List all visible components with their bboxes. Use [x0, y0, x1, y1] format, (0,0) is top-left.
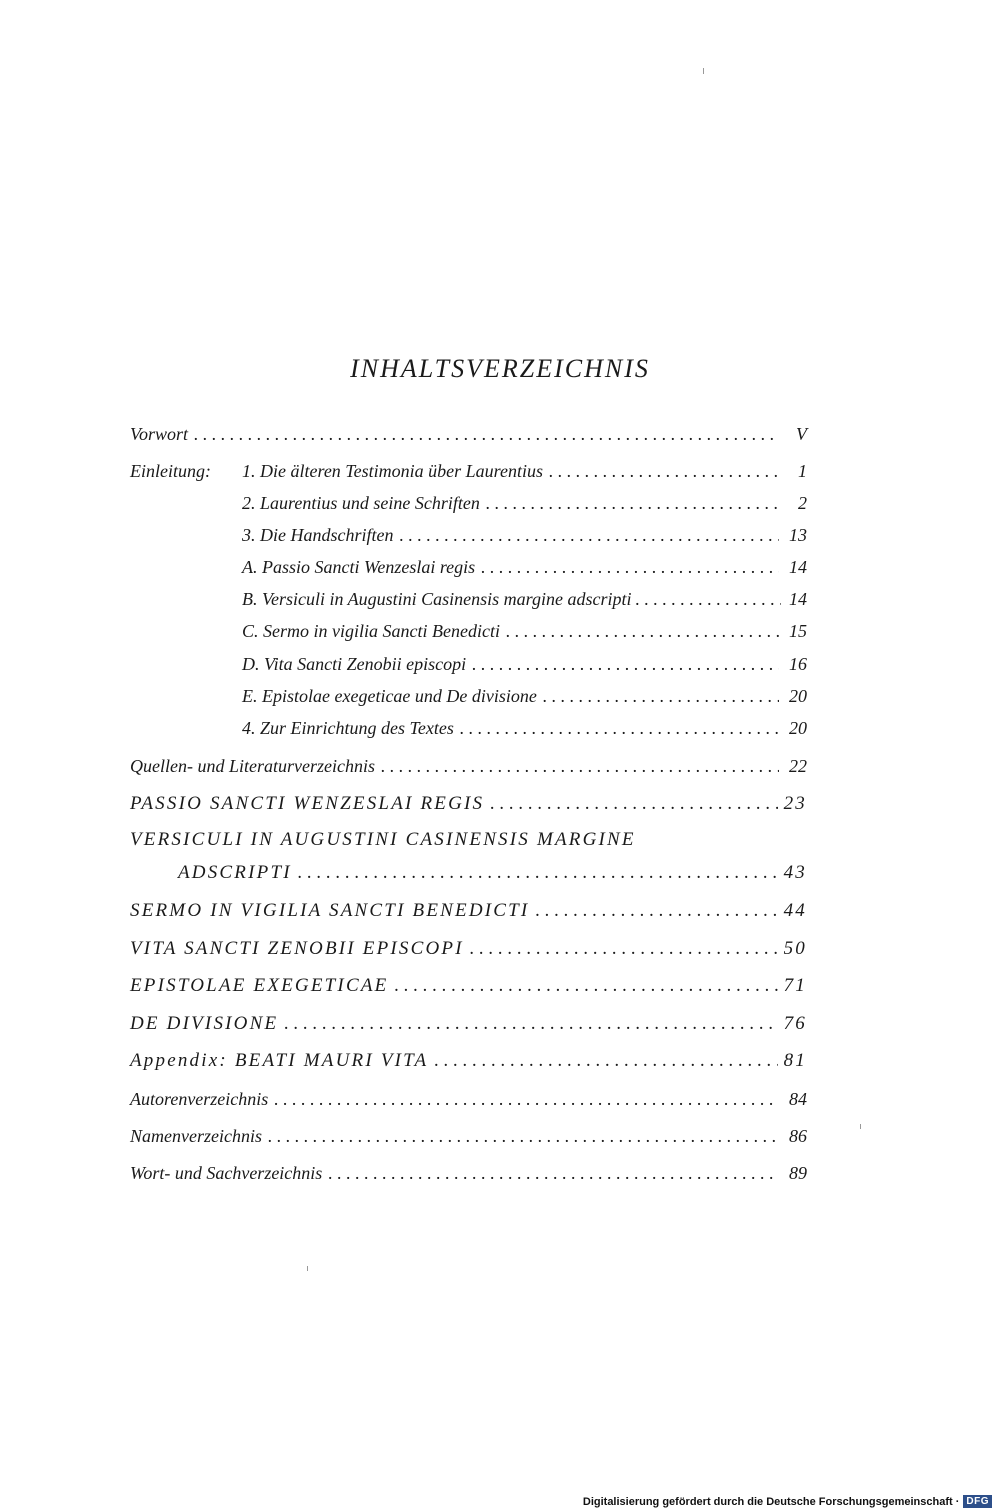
toc-entry-page: 13 [789, 525, 807, 545]
toc-entry-vita [130, 938, 807, 960]
toc-entry-vorwort [130, 424, 807, 445]
leader-dots [274, 1089, 779, 1110]
toc-entry-label: PASSIO SANCTI WENZESLAI REGIS [130, 793, 485, 814]
toc-entry-label: EPISTOLAE EXEGETICAE [130, 975, 389, 996]
toc-entry-label: Appendix: BEATI MAURI VITA [130, 1050, 429, 1071]
toc-entry-label: Vorwort [130, 424, 189, 444]
dfg-logo: DFG [963, 1495, 992, 1508]
toc-entry-label: 4. Zur Einrichtung des Textes [242, 718, 454, 738]
toc-entry-label: A. Passio Sancti Wenzeslai regis [242, 557, 476, 577]
toc-entry-label: C. Sermo in vigilia Sancti Benedicti [242, 621, 500, 641]
toc-entry-versiculi-line2 [178, 862, 807, 884]
leader-dots [434, 1050, 777, 1072]
leader-dots [549, 461, 779, 482]
toc-entry-prefix: Einleitung: [130, 461, 211, 481]
toc-entry-label: Quellen- und Literaturverzeichnis [130, 756, 375, 776]
toc-entry-page: 43 [783, 862, 807, 883]
toc-entry-wort-und-sachverzeichnis [130, 1163, 807, 1184]
toc-entry-page: 14 [789, 589, 807, 609]
toc-entry-page: 14 [789, 557, 807, 577]
leader-dots [486, 493, 779, 514]
toc-entry-label: Wort- und Sachverzeichnis [130, 1163, 323, 1183]
toc-entry-page: 89 [789, 1163, 807, 1183]
toc-entry-page: 16 [789, 654, 807, 674]
leader-dots [472, 654, 779, 675]
toc-entry-einleitung-3 [242, 525, 807, 546]
leader-dots [399, 525, 779, 546]
toc-entry-page: 20 [789, 686, 807, 706]
toc-entry-label: D. Vita Sancti Zenobii episcopi [242, 654, 467, 674]
toc-entry-label: Namenverzeichnis [130, 1126, 262, 1146]
toc-entry-versiculi-line1: VERSICULI IN AUGUSTINI CASINENSIS MARGINE [130, 829, 636, 850]
toc-entry-label: SERMO IN VIGILIA SANCTI BENEDICTI [130, 900, 530, 921]
leader-dots [194, 424, 779, 445]
toc-entry-namenverzeichnis [130, 1126, 807, 1147]
toc-entry-passio [130, 793, 807, 815]
leader-dots [535, 900, 777, 922]
leader-dots [268, 1126, 779, 1147]
toc-entry-page: 20 [789, 718, 807, 738]
toc-entry-einleitung-a [242, 557, 807, 578]
toc-entry-page: 50 [783, 938, 807, 959]
toc-entry-page: 44 [783, 900, 807, 921]
toc-entry-einleitung-1 [130, 461, 807, 482]
toc-entry-label: 3. Die Handschriften [242, 525, 394, 545]
toc-entry-einleitung-d [242, 654, 807, 675]
leader-dots [543, 686, 779, 707]
toc-entry-einleitung-b [242, 589, 807, 610]
toc-entry-einleitung-e [242, 686, 807, 707]
toc-entry-page: 71 [783, 975, 807, 996]
toc-entry-label: E. Epistolae exegeticae und De divisione [242, 686, 537, 706]
toc-entry-label: 1. Die älteren Testimonia über Laurentius [242, 461, 543, 481]
leader-dots [636, 589, 781, 610]
toc-entry-page: 81 [783, 1050, 807, 1071]
leader-dots [470, 938, 778, 960]
paper-speck [703, 68, 704, 74]
paper-speck [860, 1124, 861, 1129]
credit-text: Digitalisierung gefördert durch die Deutsche Forschungsgemeinschaft · [582, 1495, 960, 1508]
toc-entry-sermo [130, 900, 807, 922]
leader-dots [298, 862, 778, 884]
toc-entry-de-divisione [130, 1013, 807, 1035]
toc-entry-label: DE DIVISIONE [130, 1013, 279, 1034]
leader-dots [284, 1013, 777, 1035]
toc-entry-page: 84 [789, 1089, 807, 1109]
toc-entry-page: 1 [798, 461, 807, 481]
toc-entry-page: 86 [789, 1126, 807, 1146]
toc-entry-page: 23 [783, 793, 807, 814]
leader-dots [328, 1163, 779, 1184]
toc-entry-page: 76 [783, 1013, 807, 1034]
leader-dots [506, 621, 779, 642]
toc-entry-epistolae [130, 975, 807, 997]
toc-entry-page: 22 [789, 756, 807, 776]
toc-entry-page: V [796, 424, 807, 444]
toc-entry-einleitung-c [242, 621, 807, 642]
toc-entry-einleitung-2 [242, 493, 807, 514]
digitization-credit [583, 1495, 992, 1508]
toc-entry-label: B. Versiculi in Augustini Casinensis margine adscripti [242, 589, 632, 609]
leader-dots [490, 793, 777, 815]
toc-entry-appendix [130, 1050, 807, 1072]
toc-entry-label: ADSCRIPTI [178, 862, 292, 883]
toc-entry-quellen [130, 756, 807, 777]
leader-dots [481, 557, 779, 578]
paper-speck [307, 1266, 308, 1271]
toc-entry-page: 15 [789, 621, 807, 641]
toc-entry-label: Autorenverzeichnis [130, 1089, 269, 1109]
toc-entry-page: 2 [798, 493, 807, 513]
toc-entry-autorenverzeichnis [130, 1089, 807, 1110]
leader-dots [381, 756, 779, 777]
leader-dots [460, 718, 779, 739]
toc-entry-einleitung-4 [242, 718, 807, 739]
leader-dots [394, 975, 777, 997]
toc-entry-label: 2. Laurentius und seine Schriften [242, 493, 480, 513]
page-title: INHALTSVERZEICHNIS [350, 354, 650, 383]
toc-entry-label: VITA SANCTI ZENOBII EPISCOPI [130, 938, 464, 959]
